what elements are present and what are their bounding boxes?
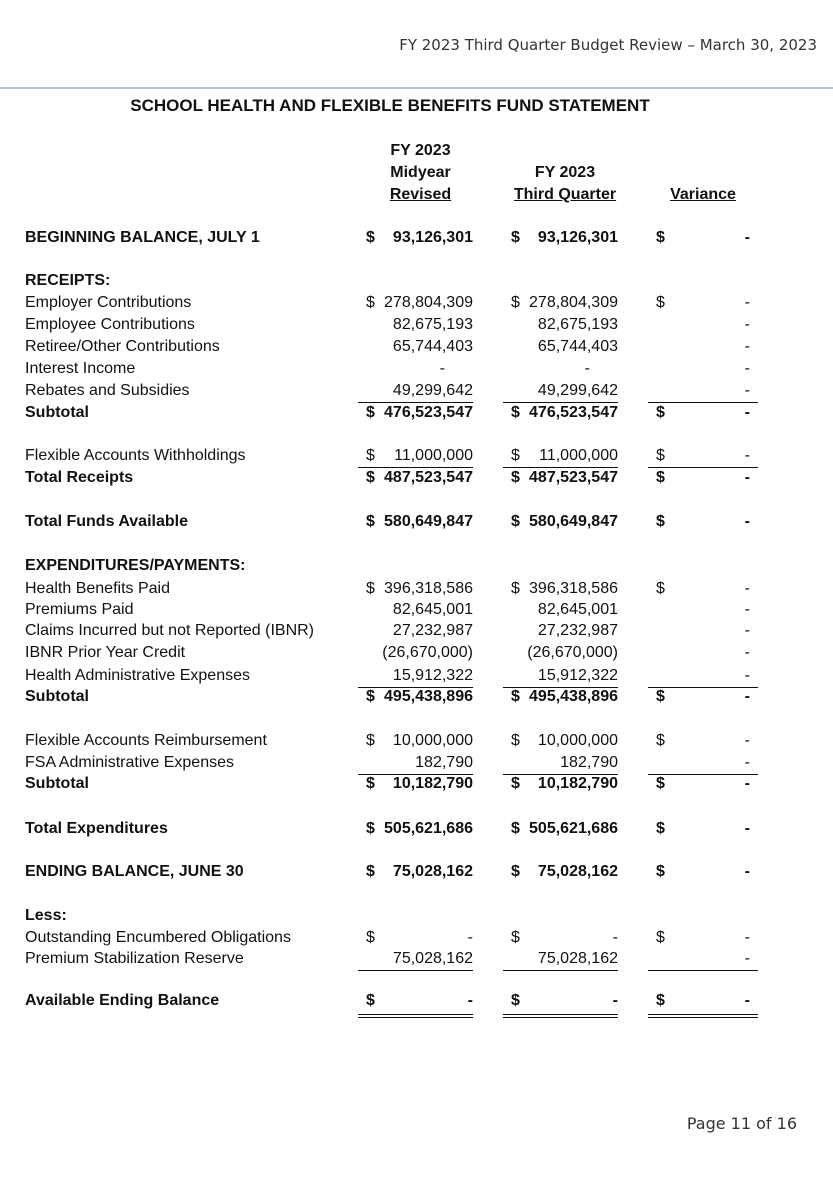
row-label: Outstanding Encumbered Obligations — [25, 929, 291, 946]
table-row — [0, 229, 833, 251]
statement-title: SCHOOL HEALTH AND FLEXIBLE BENEFITS FUND STATEMENT — [130, 96, 650, 115]
column-header-variance — [648, 184, 758, 206]
midyear-cell: 49,299,642 — [358, 382, 473, 403]
midyear-cell: 82,645,001 — [392, 601, 473, 618]
row-label: Interest Income — [25, 360, 136, 377]
column-header-line: Third Quarter — [513, 186, 617, 203]
third-quarter-cell: $ 495,438,896 — [511, 688, 618, 705]
row-label: Claims Incurred but not Reported (IBNR) — [25, 622, 314, 639]
column-header-third-quarter — [500, 162, 630, 206]
third-quarter-cell: $ 75,028,162 — [511, 863, 618, 880]
midyear-cell: 75,028,162 — [358, 950, 473, 971]
midyear-cell: 65,744,403 — [392, 338, 473, 355]
table-row — [0, 688, 833, 710]
variance-cell: $ - — [656, 469, 750, 486]
midyear-cell: $ 75,028,162 — [366, 863, 473, 880]
midyear-cell: $ 278,804,309 — [366, 294, 473, 311]
third-quarter-cell: 65,744,403 — [537, 338, 618, 355]
row-label: Health Administrative Expenses — [25, 667, 250, 684]
midyear-cell: - — [439, 360, 445, 377]
variance-cell: $ - — [656, 513, 750, 530]
midyear-cell: $ 505,621,686 — [366, 820, 473, 837]
row-label: FSA Administrative Expenses — [25, 754, 234, 771]
third-quarter-cell: $ 10,182,790 — [511, 775, 618, 792]
variance-cell: - — [648, 754, 758, 775]
midyear-cell: 27,232,987 — [392, 622, 473, 639]
midyear-cell: $ 396,318,586 — [366, 580, 473, 597]
row-label: Employee Contributions — [25, 316, 195, 333]
variance-cell: $ - — [656, 732, 750, 749]
row-label: ENDING BALANCE, JUNE 30 — [25, 863, 244, 880]
third-quarter-cell: 49,299,642 — [503, 382, 618, 403]
row-label: IBNR Prior Year Credit — [25, 644, 186, 661]
variance-cell: - — [744, 601, 750, 618]
section-heading — [0, 557, 833, 579]
table-row — [0, 580, 833, 602]
variance-cell: - — [648, 382, 758, 403]
variance-cell: - — [648, 950, 758, 971]
variance-cell: - — [744, 316, 750, 333]
table-row — [0, 622, 833, 644]
third-quarter-cell: 75,028,162 — [503, 950, 618, 971]
third-quarter-cell: $ - — [511, 929, 618, 946]
midyear-cell: $ 476,523,547 — [366, 404, 473, 421]
table-row — [0, 667, 833, 689]
midyear-cell: 82,675,193 — [392, 316, 473, 333]
variance-cell: - — [744, 360, 750, 377]
row-label: Total Funds Available — [25, 513, 188, 530]
column-header-line: FY 2023 — [390, 142, 451, 159]
variance-cell: $ - — [656, 580, 750, 597]
table-row — [0, 382, 833, 404]
row-label: Premiums Paid — [25, 601, 134, 618]
table-row — [0, 316, 833, 338]
midyear-cell: 15,912,322 — [358, 667, 473, 688]
variance-cell: - — [648, 667, 758, 688]
midyear-cell: $ 487,523,547 — [366, 469, 473, 486]
row-label: Subtotal — [25, 775, 89, 792]
table-row — [0, 644, 833, 666]
third-quarter-cell: 82,675,193 — [537, 316, 618, 333]
column-header-line: Variance — [670, 186, 736, 203]
midyear-cell: $ - — [358, 992, 473, 1018]
midyear-cell: $ 10,182,790 — [366, 775, 473, 792]
variance-cell: $ - — [656, 929, 750, 946]
midyear-cell: 182,790 — [358, 754, 473, 775]
variance-cell: - — [744, 644, 750, 661]
third-quarter-cell: 82,645,001 — [537, 601, 618, 618]
table-row — [0, 929, 833, 951]
third-quarter-cell: $ 93,126,301 — [511, 229, 618, 246]
table-row — [0, 775, 833, 797]
midyear-cell: $ 495,438,896 — [366, 688, 473, 705]
row-label: RECEIPTS: — [25, 272, 111, 289]
table-row — [0, 601, 833, 623]
row-label: Total Expenditures — [25, 820, 168, 837]
variance-cell: $ - — [656, 820, 750, 837]
table-row — [0, 404, 833, 426]
third-quarter-cell: $ 476,523,547 — [511, 404, 618, 421]
row-label: Retiree/Other Contributions — [25, 338, 220, 355]
third-quarter-cell: $ 505,621,686 — [511, 820, 618, 837]
section-heading — [0, 272, 833, 294]
row-label: Less: — [25, 907, 67, 924]
third-quarter-cell: $ 396,318,586 — [511, 580, 618, 597]
variance-cell: $ - — [648, 992, 758, 1018]
third-quarter-cell: $ 278,804,309 — [511, 294, 618, 311]
third-quarter-cell: 15,912,322 — [503, 667, 618, 688]
column-header-line: FY 2023 — [534, 164, 596, 181]
table-row — [0, 950, 833, 972]
midyear-cell: $ 11,000,000 — [358, 447, 473, 468]
third-quarter-cell: $ 487,523,547 — [511, 469, 618, 486]
page-number: Page 11 of 16 — [686, 1114, 797, 1133]
variance-cell: - — [744, 338, 750, 355]
table-row — [0, 469, 833, 491]
variance-cell: $ - — [656, 863, 750, 880]
row-label: Flexible Accounts Withholdings — [25, 447, 246, 464]
variance-cell: $ - — [656, 229, 750, 246]
row-label: Subtotal — [25, 404, 89, 421]
third-quarter-cell: $ 10,000,000 — [511, 732, 618, 749]
row-label: Subtotal — [25, 688, 89, 705]
midyear-cell: $ 93,126,301 — [366, 229, 473, 246]
variance-cell: $ - — [648, 447, 758, 468]
third-quarter-cell: $ 11,000,000 — [503, 447, 618, 468]
row-label: Total Receipts — [25, 469, 134, 486]
table-row — [0, 863, 833, 885]
third-quarter-cell: 27,232,987 — [537, 622, 618, 639]
midyear-cell: $ 10,000,000 — [366, 732, 473, 749]
variance-cell: $ - — [656, 404, 750, 421]
column-header-midyear — [358, 140, 483, 206]
third-quarter-cell: (26,670,000) — [527, 644, 618, 661]
variance-cell: $ - — [656, 294, 750, 311]
row-label: Available Ending Balance — [25, 992, 220, 1009]
column-header-line: Midyear — [390, 164, 451, 181]
table-row — [0, 294, 833, 316]
table-row — [0, 447, 833, 469]
variance-cell: $ - — [656, 775, 750, 792]
midyear-cell: $ - — [366, 929, 473, 946]
table-row — [0, 732, 833, 754]
row-label: EXPENDITURES/PAYMENTS: — [25, 557, 246, 574]
midyear-cell: $ 580,649,847 — [366, 513, 473, 530]
third-quarter-cell: $ - — [503, 992, 618, 1018]
third-quarter-cell: $ 580,649,847 — [511, 513, 618, 530]
row-label: Flexible Accounts Reimbursement — [25, 732, 267, 749]
header-rule — [0, 87, 833, 89]
row-label: Premium Stabilization Reserve — [25, 950, 244, 967]
table-row — [0, 338, 833, 360]
third-quarter-cell: 182,790 — [503, 754, 618, 775]
row-label: Rebates and Subsidies — [25, 382, 190, 399]
third-quarter-cell: - — [584, 360, 590, 377]
row-label: Employer Contributions — [25, 294, 192, 311]
row-label: BEGINNING BALANCE, JULY 1 — [25, 229, 260, 246]
column-header-line: Revised — [389, 186, 452, 203]
table-row — [0, 754, 833, 776]
page-header: FY 2023 Third Quarter Budget Review – March 30, 2023 — [399, 36, 817, 54]
table-row — [0, 513, 833, 535]
table-row — [0, 360, 833, 382]
table-row — [0, 992, 833, 1014]
row-label: Health Benefits Paid — [25, 580, 170, 597]
variance-cell: - — [744, 622, 750, 639]
section-heading — [0, 907, 833, 929]
midyear-cell: (26,670,000) — [382, 644, 473, 661]
table-row — [0, 820, 833, 842]
variance-cell: $ - — [656, 688, 750, 705]
